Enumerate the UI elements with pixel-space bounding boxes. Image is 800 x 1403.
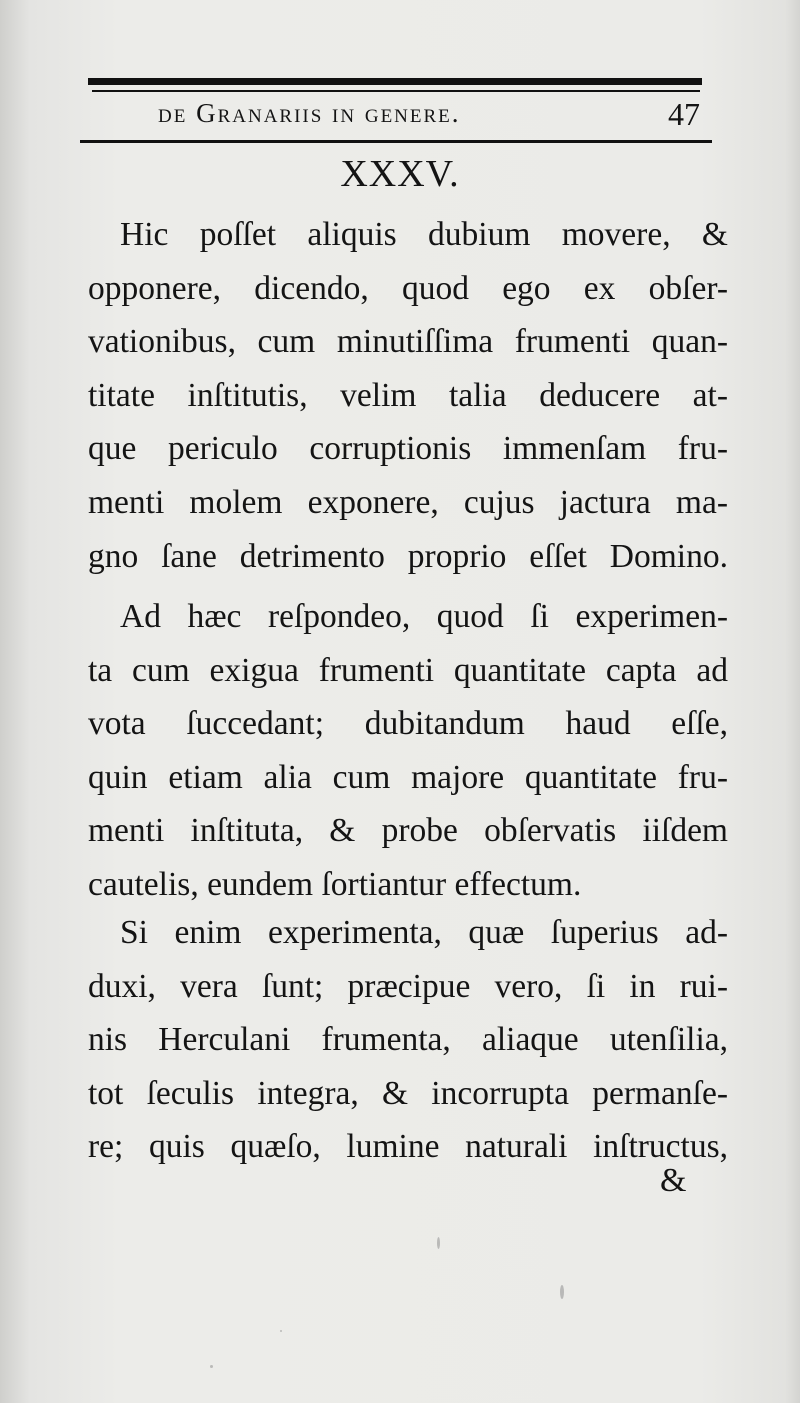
text-line: menti molem exponere, cujus jactura ma- (88, 483, 728, 521)
header-rule-thick (88, 78, 702, 85)
text-line: que periculo corruptionis immenſam fru- (88, 430, 728, 468)
text-line: Hic poſſet aliquis dubium movere, & (120, 216, 728, 253)
text-line: titate inſtitutis, velim talia deducere at- (88, 376, 728, 414)
text-line: re; quis quæſo, lumine naturali inſtructus, (88, 1128, 728, 1166)
paper-speck (210, 1365, 213, 1368)
page-number: 47 (668, 96, 700, 132)
text-line: quin etiam alia cum majore quantitate fru- (88, 758, 728, 796)
text-line: Si enim experimenta, quæ ſuperius ad- (120, 914, 728, 951)
paragraph-3 (88, 906, 728, 1174)
running-head (100, 96, 700, 136)
text-line: vota ſuccedant; dubitandum haud eſſe, (88, 705, 728, 743)
catchword: & (660, 1162, 687, 1199)
paragraph-1 (88, 208, 728, 583)
text-line: vationibus, cum minutiſſima frumenti quan- (88, 323, 728, 361)
text-line: menti inſtituta, & probe obſervatis iiſdem (88, 812, 728, 850)
text-line: duxi, vera ſunt; præcipue vero, ſi in rui- (88, 967, 728, 1005)
paper-speck (437, 1237, 440, 1249)
paper-speck (280, 1330, 282, 1332)
header-rule-bottom (80, 140, 712, 143)
text-line: opponere, dicendo, quod ego ex obſer- (88, 269, 728, 307)
text-line: nis Herculani frumenta, aliaque utenſilia, (88, 1021, 728, 1059)
running-title: de Granariis in genere. (158, 98, 461, 128)
text-line: tot ſeculis integra, & incorrupta permanſe- (88, 1074, 728, 1112)
text-line: ta cum exigua frumenti quantitate capta ad (88, 651, 728, 689)
paragraph-2 (88, 590, 728, 912)
section-heading: XXXV. (340, 153, 460, 195)
text-line: cautelis, eundem ſortiantur effectum. (88, 865, 582, 903)
text-line: Ad hæc reſpondeo, quod ſi experimen- (120, 598, 728, 635)
paper-speck (560, 1285, 564, 1299)
header-rule-thin (92, 90, 700, 92)
text-line: gno ſane detrimento proprio eſſet Domino. (88, 537, 728, 575)
